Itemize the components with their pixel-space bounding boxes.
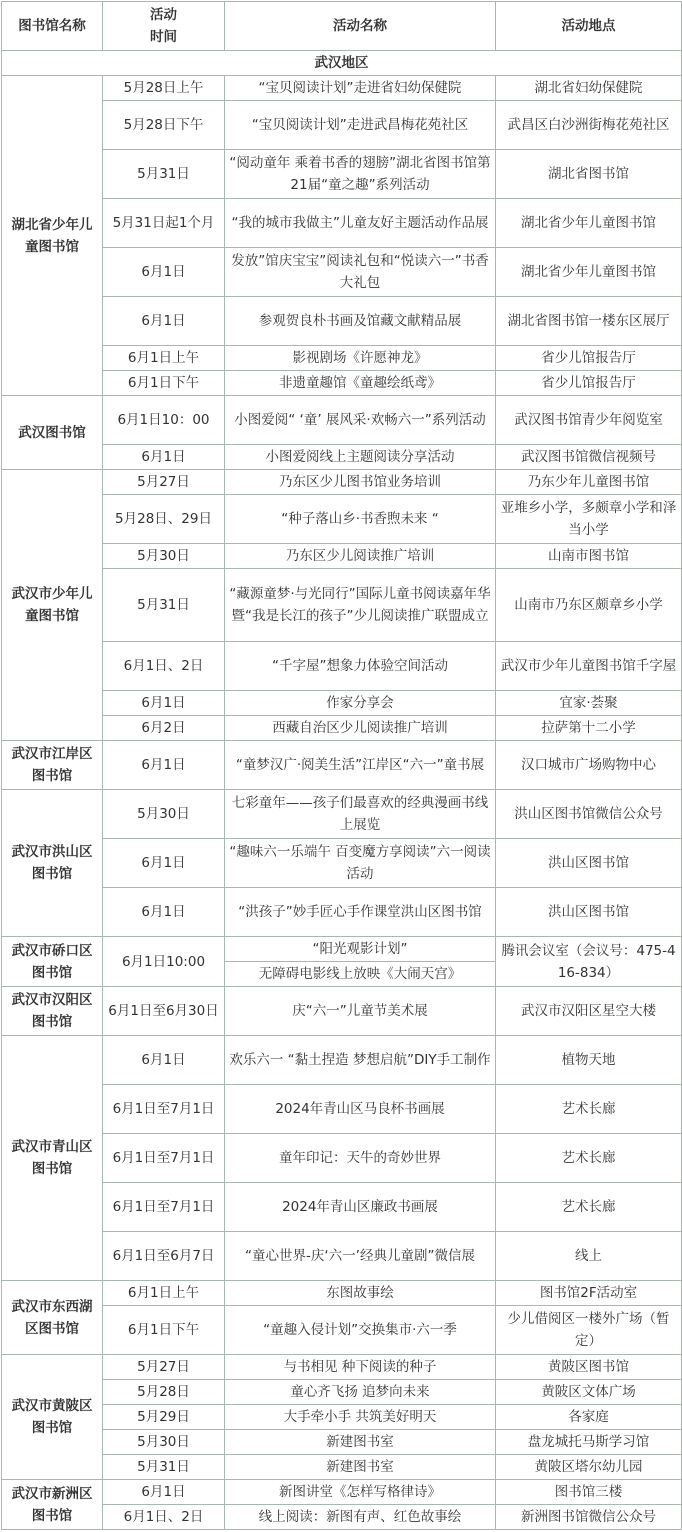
table-row bbox=[2, 1306, 682, 1355]
activity-time: 6月1日下午 bbox=[103, 371, 225, 396]
activity-name: “千字屋”想象力体验空间活动 bbox=[225, 642, 496, 691]
activity-place: 亚堆乡小学，多颇章小学和泽当小学 bbox=[496, 495, 682, 544]
activity-time: 6月1日 bbox=[103, 1036, 225, 1085]
activity-place: 艺术长廊 bbox=[496, 1134, 682, 1183]
activity-name: 影视剧场《许愿神龙》 bbox=[225, 346, 496, 371]
activity-name: 2024年青山区马良杯书画展 bbox=[225, 1085, 496, 1134]
activity-place: 武汉市汉阳区星空大楼 bbox=[496, 987, 682, 1036]
activity-time: 5月29日 bbox=[103, 1405, 225, 1430]
activity-time: 5月28日上午 bbox=[103, 76, 225, 101]
activity-place: 省少儿馆报告厅 bbox=[496, 346, 682, 371]
library-name: 武汉市少年儿童图书馆 bbox=[2, 470, 103, 741]
activity-time: 6月1日 bbox=[103, 741, 225, 790]
activity-place: 湖北省少年儿童图书馆 bbox=[496, 248, 682, 297]
table-row bbox=[2, 1232, 682, 1281]
activity-name: 庆“六一”儿童节美术展 bbox=[225, 987, 496, 1036]
activity-place: 武汉市少年儿童图书馆千字屋 bbox=[496, 642, 682, 691]
table-row bbox=[2, 470, 682, 495]
table-row bbox=[2, 741, 682, 790]
activity-time: 6月1日 bbox=[103, 248, 225, 297]
activity-name: “童心世界-庆‘六一’经典儿童剧”微信展 bbox=[225, 1232, 496, 1281]
activity-name: “童趣入侵计划”交换集市·六一季 bbox=[225, 1306, 496, 1355]
library-name: 武汉市洪山区图书馆 bbox=[2, 790, 103, 937]
table-row bbox=[2, 1480, 682, 1505]
activity-time: 5月28日、29日 bbox=[103, 495, 225, 544]
activity-time: 6月1日10:00 bbox=[103, 937, 225, 987]
activity-time: 6月1日至7月1日 bbox=[103, 1134, 225, 1183]
activity-name: “宝贝阅读计划”走进省妇幼保健院 bbox=[225, 76, 496, 101]
activity-time: 5月28日 bbox=[103, 1380, 225, 1405]
activity-name: “趣味六一乐端午 百变魔方享阅读”六一阅读活动 bbox=[225, 839, 496, 888]
activity-place: 艺术长廊 bbox=[496, 1183, 682, 1232]
activity-name: 乃东区少儿阅读推广培训 bbox=[225, 544, 496, 569]
header-time bbox=[103, 2, 225, 51]
activity-name: 2024年青山区廉政书画展 bbox=[225, 1183, 496, 1232]
table-row bbox=[2, 1183, 682, 1232]
library-name: 武汉图书馆 bbox=[2, 396, 103, 470]
table-row bbox=[2, 569, 682, 642]
activity-name: 线上阅读：新图有声、红色故事绘 bbox=[225, 1505, 496, 1530]
activity-place: 线上 bbox=[496, 1232, 682, 1281]
header-time-line1: 活动 bbox=[150, 7, 177, 23]
library-name: 武汉市新洲区图书馆 bbox=[2, 1480, 103, 1530]
activity-place: 拉萨第十二小学 bbox=[496, 716, 682, 741]
activity-place: 黄陂区文体广场 bbox=[496, 1380, 682, 1405]
table-row bbox=[2, 937, 682, 962]
activity-time: 5月30日 bbox=[103, 1430, 225, 1455]
activity-place: 黄陂区塔尔幼儿园 bbox=[496, 1455, 682, 1480]
activity-place: 湖北省妇幼保健院 bbox=[496, 76, 682, 101]
activity-name: 发放”馆庆宝宝”阅读礼包和“悦读六一”书香大礼包 bbox=[225, 248, 496, 297]
activity-name: “宝贝阅读计划”走进武昌梅花苑社区 bbox=[225, 101, 496, 150]
table-row bbox=[2, 716, 682, 741]
activity-place: 武昌区白沙洲街梅花苑社区 bbox=[496, 101, 682, 150]
activity-place: 汉口城市广场购物中心 bbox=[496, 741, 682, 790]
activity-place: 少儿借阅区一楼外广场（暂定） bbox=[496, 1306, 682, 1355]
activity-time: 5月31日 bbox=[103, 569, 225, 642]
activity-name: 与书相见 种下阅读的种子 bbox=[225, 1355, 496, 1380]
table-row bbox=[2, 1355, 682, 1380]
activity-time: 6月1日 bbox=[103, 691, 225, 716]
table-row bbox=[2, 495, 682, 544]
table-row bbox=[2, 445, 682, 470]
activity-name: 东图故事绘 bbox=[225, 1281, 496, 1306]
activity-name: 新建图书室 bbox=[225, 1430, 496, 1455]
activity-name: “种子落山乡·书香煦未来 “ bbox=[225, 495, 496, 544]
activity-name: “阅动童年 乘着书香的翅膀”湖北省图书馆第21届“童之趣”系列活动 bbox=[225, 150, 496, 199]
activity-place: 乃东少年儿童图书馆 bbox=[496, 470, 682, 495]
activity-place: 湖北省图书馆一楼东区展厅 bbox=[496, 297, 682, 346]
table-row bbox=[2, 1281, 682, 1306]
table-row bbox=[2, 346, 682, 371]
activity-time: 6月1日下午 bbox=[103, 1306, 225, 1355]
activity-name: 小图爱阅“ ‘童’ 展风采·欢畅六一”系列活动 bbox=[225, 396, 496, 445]
library-name: 武汉市东西湖区图书馆 bbox=[2, 1281, 103, 1355]
activity-place: 湖北省少年儿童图书馆 bbox=[496, 199, 682, 248]
table-row bbox=[2, 987, 682, 1036]
table-row bbox=[2, 371, 682, 396]
region-title: 武汉地区 bbox=[2, 51, 682, 76]
activity-place: 图书馆三楼 bbox=[496, 1480, 682, 1505]
activity-time: 5月28日下午 bbox=[103, 101, 225, 150]
activity-name: 作家分享会 bbox=[225, 691, 496, 716]
activity-time: 6月1日 bbox=[103, 839, 225, 888]
activity-name: 参观贺良朴书画及馆藏文献精品展 bbox=[225, 297, 496, 346]
activity-name: 新建图书室 bbox=[225, 1455, 496, 1480]
table-row bbox=[2, 76, 682, 101]
table-row bbox=[2, 297, 682, 346]
table-row bbox=[2, 1134, 682, 1183]
activity-place: 省少儿馆报告厅 bbox=[496, 371, 682, 396]
activity-name: 乃东区少儿图书馆业务培训 bbox=[225, 470, 496, 495]
activity-time: 6月2日 bbox=[103, 716, 225, 741]
activity-time: 5月31日起1个月 bbox=[103, 199, 225, 248]
table-row bbox=[2, 1085, 682, 1134]
activity-time: 6月1日 bbox=[103, 888, 225, 937]
activity-name: 无障碍电影线上放映《大闹天宫》 bbox=[225, 962, 496, 987]
library-name: 武汉市青山区图书馆 bbox=[2, 1036, 103, 1281]
activity-place: 湖北省图书馆 bbox=[496, 150, 682, 199]
activity-place: 各家庭 bbox=[496, 1405, 682, 1430]
header-library: 图书馆名称 bbox=[2, 2, 103, 51]
activity-place: 山南市乃东区颇章乡小学 bbox=[496, 569, 682, 642]
library-name: 武汉市黄陂区图书馆 bbox=[2, 1355, 103, 1480]
table-row bbox=[2, 691, 682, 716]
activity-name: 童心齐飞扬 追梦向未来 bbox=[225, 1380, 496, 1405]
table-row bbox=[2, 1455, 682, 1480]
activity-time: 6月1日 bbox=[103, 445, 225, 470]
table-row bbox=[2, 150, 682, 199]
activity-time: 6月1日10：00 bbox=[103, 396, 225, 445]
activity-place: 宜家·荟聚 bbox=[496, 691, 682, 716]
library-name: 武汉市江岸区图书馆 bbox=[2, 741, 103, 790]
activity-time: 6月1日上午 bbox=[103, 346, 225, 371]
activity-time: 6月1日至6月7日 bbox=[103, 1232, 225, 1281]
activity-name: “我的城市我做主”儿童友好主题活动作品展 bbox=[225, 199, 496, 248]
activity-name: 大手牵小手 共筑美好明天 bbox=[225, 1405, 496, 1430]
activity-time: 5月30日 bbox=[103, 790, 225, 839]
activity-time: 6月1日、2日 bbox=[103, 642, 225, 691]
activity-table bbox=[1, 1, 682, 1530]
table-row bbox=[2, 839, 682, 888]
activity-name: “阳光观影计划” bbox=[225, 937, 496, 962]
activity-place: 洪山区图书馆微信公众号 bbox=[496, 790, 682, 839]
header-time-line2: 时间 bbox=[150, 29, 177, 45]
activity-name: 西藏自治区少儿阅读推广培训 bbox=[225, 716, 496, 741]
table-row bbox=[2, 1405, 682, 1430]
activity-name: “洪孩子”妙手匠心手作课堂洪山区图书馆 bbox=[225, 888, 496, 937]
activity-place: 武汉图书馆青少年阅览室 bbox=[496, 396, 682, 445]
activity-time: 5月31日 bbox=[103, 150, 225, 199]
activity-time: 6月1日 bbox=[103, 1480, 225, 1505]
activity-name: 新图讲堂《怎样写格律诗》 bbox=[225, 1480, 496, 1505]
library-name: 湖北省少年儿童图书馆 bbox=[2, 76, 103, 396]
activity-place: 艺术长廊 bbox=[496, 1085, 682, 1134]
table-row bbox=[2, 101, 682, 150]
table-row bbox=[2, 544, 682, 569]
activity-place: 山南市图书馆 bbox=[496, 544, 682, 569]
activity-time: 5月30日 bbox=[103, 544, 225, 569]
table-row bbox=[2, 888, 682, 937]
table-row bbox=[2, 790, 682, 839]
activity-time: 5月31日 bbox=[103, 1455, 225, 1480]
activity-place: 洪山区图书馆 bbox=[496, 839, 682, 888]
activity-time: 6月1日至7月1日 bbox=[103, 1085, 225, 1134]
table-row bbox=[2, 1430, 682, 1455]
activity-name: 小图爱阅线上主题阅读分享活动 bbox=[225, 445, 496, 470]
activity-name: 七彩童年——孩子们最喜欢的经典漫画书线上展览 bbox=[225, 790, 496, 839]
activity-place: 新洲图书馆微信公众号 bbox=[496, 1505, 682, 1530]
table-row bbox=[2, 642, 682, 691]
table-row bbox=[2, 396, 682, 445]
activity-name: 非遗童趣馆《童趣绘纸鸢》 bbox=[225, 371, 496, 396]
activity-time: 6月1日至6月30日 bbox=[103, 987, 225, 1036]
table-row bbox=[2, 199, 682, 248]
header-activity-name: 活动名称 bbox=[225, 2, 496, 51]
header-row bbox=[2, 2, 682, 51]
table-row bbox=[2, 1036, 682, 1085]
activity-time: 6月1日至7月1日 bbox=[103, 1183, 225, 1232]
activity-time: 6月1日、2日 bbox=[103, 1505, 225, 1530]
library-name: 武汉市硚口区图书馆 bbox=[2, 937, 103, 987]
activity-name: 欢乐六一 “黏土捏造 梦想启航”DIY手工制作 bbox=[225, 1036, 496, 1085]
activity-place: 植物天地 bbox=[496, 1036, 682, 1085]
activity-place: 图书馆2F活动室 bbox=[496, 1281, 682, 1306]
table-row bbox=[2, 1505, 682, 1530]
activity-place: 洪山区图书馆 bbox=[496, 888, 682, 937]
table-row bbox=[2, 248, 682, 297]
activity-time: 6月1日上午 bbox=[103, 1281, 225, 1306]
library-name: 武汉市汉阳区图书馆 bbox=[2, 987, 103, 1036]
table-row bbox=[2, 1380, 682, 1405]
region-row bbox=[2, 51, 682, 76]
activity-name: “藏源童梦·与光同行”国际儿童书阅读嘉年华暨“我是长江的孩子”少儿阅读推广联盟成立 bbox=[225, 569, 496, 642]
activity-time: 5月27日 bbox=[103, 1355, 225, 1380]
activity-place: 盘龙城托马斯学习馆 bbox=[496, 1430, 682, 1455]
activity-name: 童年印记：天牛的奇妙世界 bbox=[225, 1134, 496, 1183]
activity-place: 黄陂区图书馆 bbox=[496, 1355, 682, 1380]
activity-time: 6月1日 bbox=[103, 297, 225, 346]
activity-time: 5月27日 bbox=[103, 470, 225, 495]
activity-place: 腾讯会议室（会议号：475-416-834） bbox=[496, 937, 682, 987]
activity-name: “童梦汉广·阅美生活”江岸区“六一”童书展 bbox=[225, 741, 496, 790]
header-activity-place: 活动地点 bbox=[496, 2, 682, 51]
activity-place: 武汉图书馆微信视频号 bbox=[496, 445, 682, 470]
